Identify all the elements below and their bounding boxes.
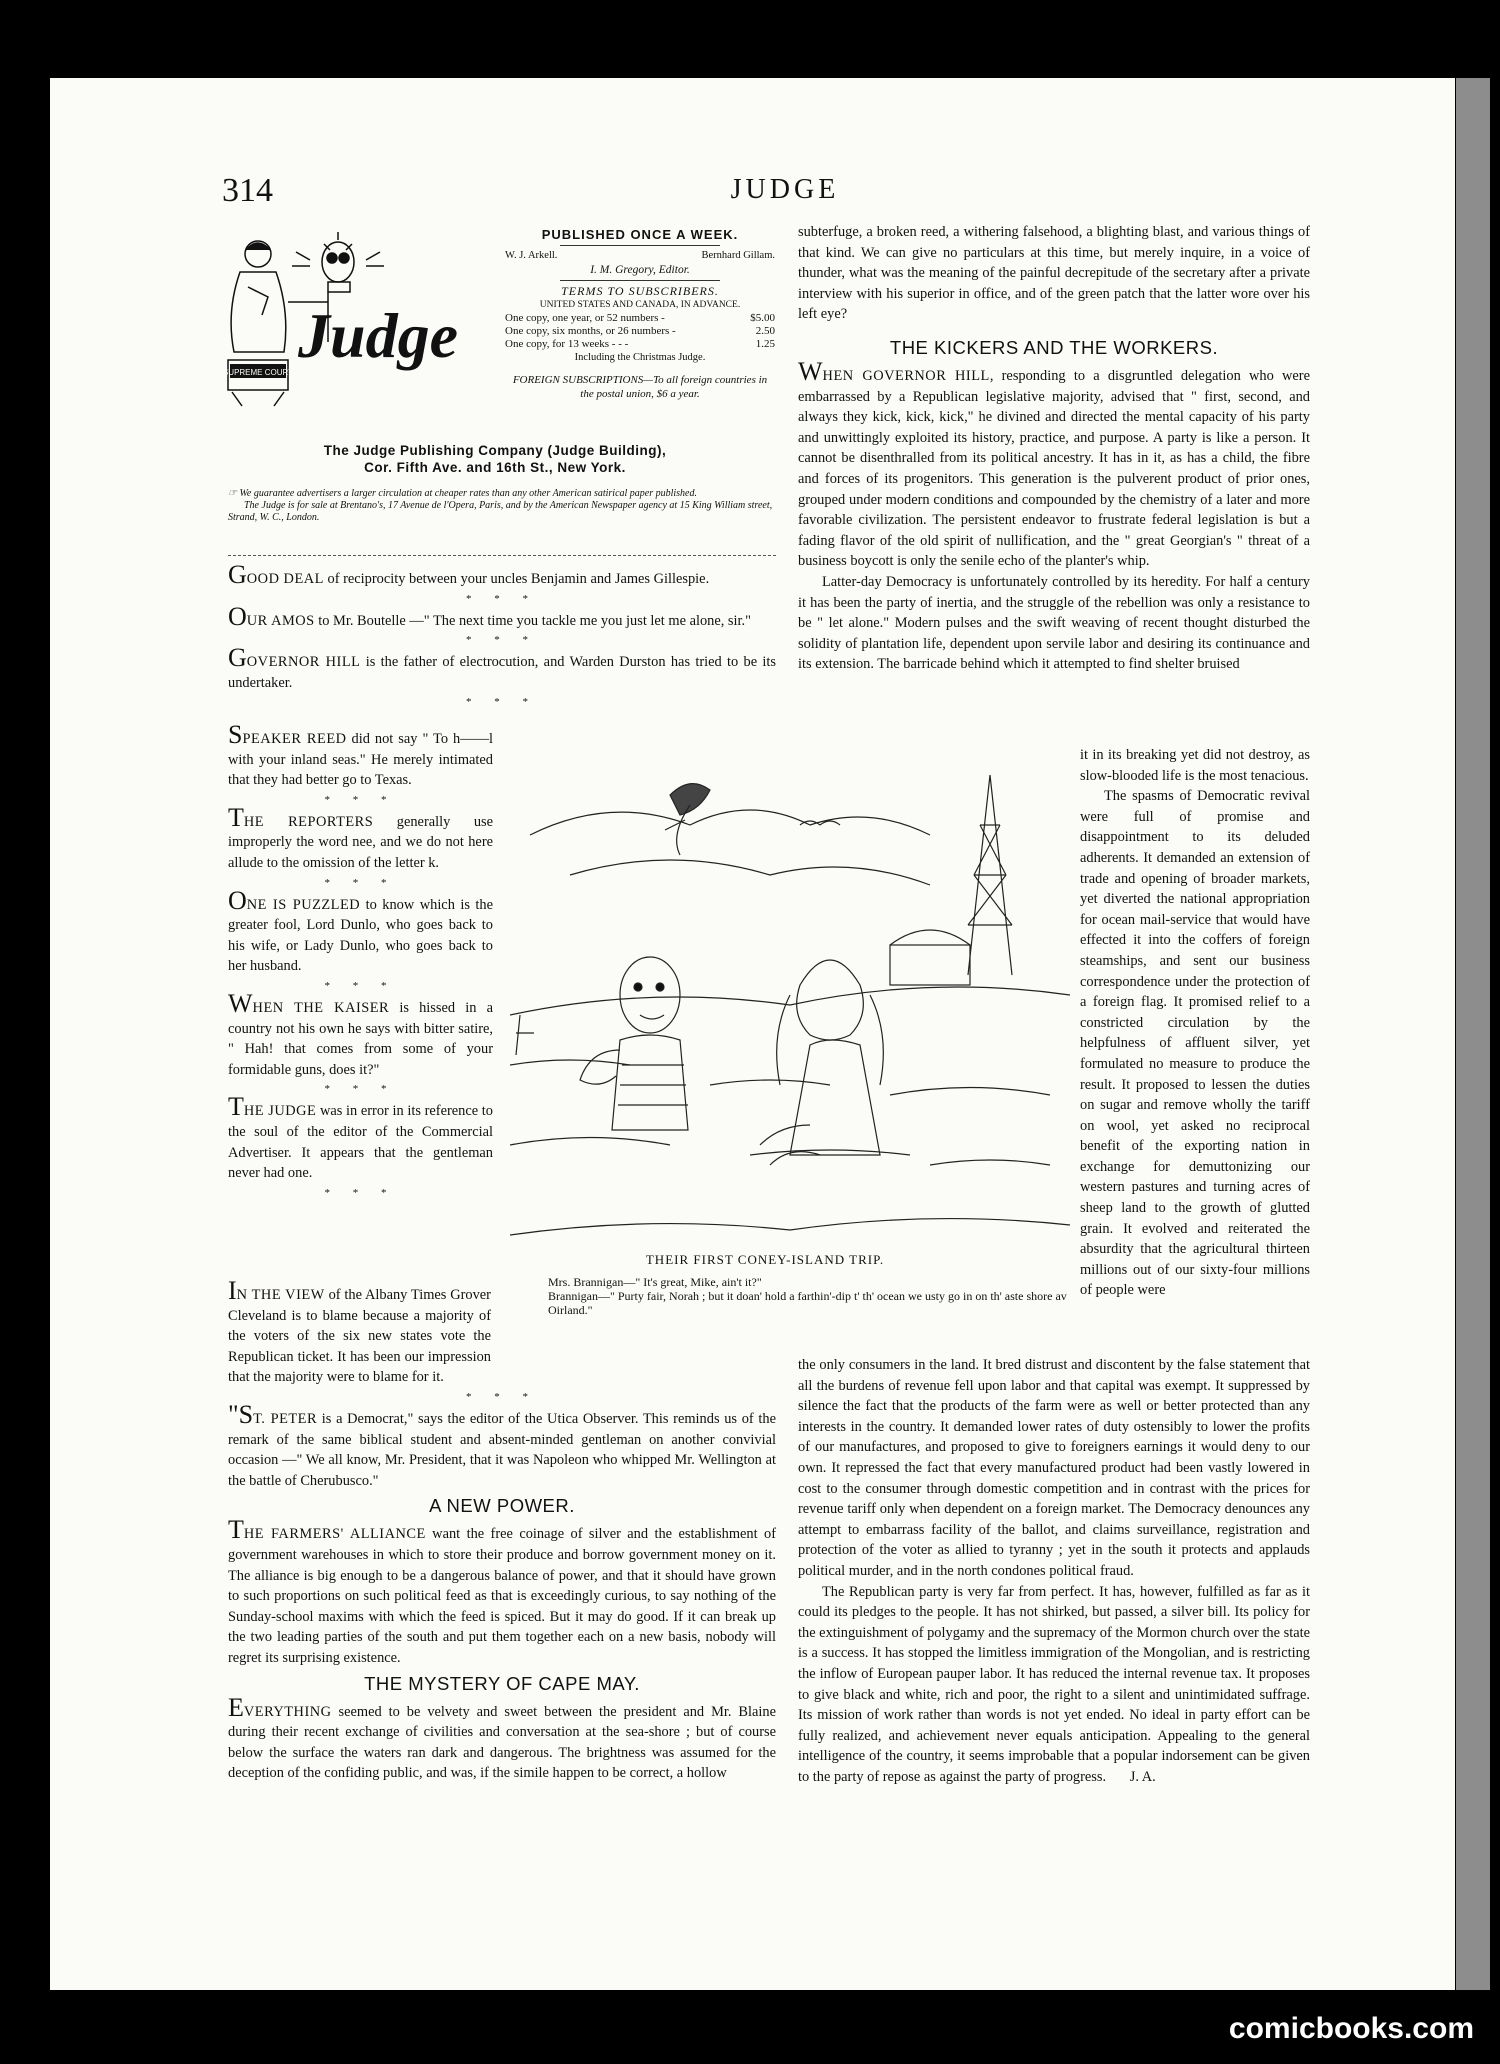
published-weekly: PUBLISHED ONCE A WEEK. xyxy=(541,227,739,242)
separator: * * * xyxy=(324,979,397,992)
paragraph: The Republican party is very far from perfect. It has, however, fulfilled as far as it could its pledges to the people. It has not shirked, but passed, a silver bill. Its policy for the extinguishment of polygamy and the supremacy of the Mormon church over the state is a success. It has stopped the limitless immigration of the Mongolian, and is restricting the inflow of European pauper labor. It has reduced the internal revenue tax. It proposes to give black and white, rich and poor, the right to a silent and unintimidated suffrage. Its mission of work rather than words is not yet ended. No ideal in party effort can be fully realized, and achievement never equals anticipation. Appealing to the general intelligence of the country, it seems improbable that a popular indorsement can be given to the party of repose as against the party of progress. J. A. xyxy=(798,1583,1310,1785)
heading-mystery-cape-may: THE MYSTERY OF CAPE MAY. xyxy=(364,1672,640,1694)
paragraph: "ST. PETER is a Democrat," says the editor of the Utica Observer. This reminds us of the remark of the same biblical student and absent-minded gentleman on another convivial occasion —" We all know, Mr. President, that it was Napoleon who whipped Mr. Wellington at the battle of Cherubusco." xyxy=(228,1399,776,1489)
separator: * * * xyxy=(466,592,538,605)
masthead-rule xyxy=(228,555,776,556)
paragraph: SPEAKER REED did not say " To h——l with your inland seas." He merely intimated that they had better go to Texas. xyxy=(228,720,494,789)
staff-right: Bernhard Gillam. xyxy=(701,250,775,261)
paragraph: The spasms of Democratic revival were full of promise and disappointment to its deluded adherents. It demanded an extension of trade and opening of broader markets, yet diverted the national appropriation for ocean mail-service that would have effected it into the coffers of foreign steamships, and sent our business correspondence under the protection of a foreign flag. It promised relief to a constricted circulation by the helpfulness of affluent silver, yet formulated no measure to produce the result. It proposed to lessen the duties on sugar and remove wholly the tariff on wool, yet asked no reciprocal benefit of the exporting nation in exchange for demuttonizing our western pastures and turning acres of sheep land to the growth of glutted grain. It evolved and reiterated the absurdity that the agricultural thirteen millions out of our sixty-four millions of people were xyxy=(1080,788,1310,1299)
left-column-lower xyxy=(228,1276,777,1784)
sub3-price: 1.25 xyxy=(755,338,775,350)
coney-island-cartoon xyxy=(510,765,1070,1237)
sale-note: The Judge is for sale at Brentano's, 17 Avenue de l'Opera, Paris, and by the American Newspaper agency at 15 King William street, Strand, W. C., London. xyxy=(228,500,773,523)
staff-left: W. J. Arkell. xyxy=(505,250,558,261)
paragraph: it in its breaking yet did not destroy, as slow-blooded life is the most tenacious. xyxy=(1080,747,1310,784)
sub2-label: One copy, six months, or 26 numbers - xyxy=(505,325,676,337)
paragraph: the only consumers in the land. It bred distrust and discontent by the false statement that all the burdens of revenue fell upon labor and that capital was exempt. It suppressed by silence the fact that the products of the farm were as well or better protected than any interests in the country. It demanded lower rates of duty ostensibly to lower the profits of our manufactures, and proposed to give to foreigners earnings it would deny to our own. It repressed the fact that every manufactured product had been vastly lowered in cost to the consumer through domestic competition and in contrast with the prices for revenue tariff only when dependent on a foreign market. The Democracy denounces any attempt to embarrass facility of the ballot, and claims surveillance, registration and protection of the voter as allied to tyranny ; yet in the south it protects and applauds political murder, and in the north condones political fraud. xyxy=(798,1357,1310,1579)
separator: * * * xyxy=(324,876,397,889)
terms-heading: TERMS TO SUBSCRIBERS. xyxy=(561,284,719,298)
separator: * * * xyxy=(466,1390,538,1403)
sub1-label: One copy, one year, or 52 numbers - xyxy=(505,312,665,324)
paragraph: WHEN THE KAISER is hissed in a country not his own he says with bitter satire, " Hah! that comes from some of your formidable guns, does it?" xyxy=(228,988,494,1078)
paragraph: IN THE VIEW of the Albany Times Grover Cleveland is to blame because a majority of the voters of the six new states vote the Republican ticket. It has been our impression that the majority were to blame for it. xyxy=(228,1276,491,1386)
watermark: comicbooks.com xyxy=(1228,2012,1474,2045)
separator: * * * xyxy=(466,634,538,647)
paragraph: subterfuge, a broken reed, a withering falsehood, a blighting blast, and various things of that kind. We can give no particulars at this time, but merely inquire, in a voice of thunder, what was the meaning of the painful decrepitude of the secretary after a private interview with his superior in office, and of the green patch that the latter wore over his left eye? xyxy=(798,224,1310,323)
publisher-street: Cor. Fifth Ave. and 16th St., New York. xyxy=(364,460,626,475)
paragraph: ONE IS PUZZLED to know which is the greater fool, Lord Dunlo, who goes back to his wife, or Lady Dunlo, who goes back to her husband. xyxy=(228,885,494,975)
cartoon-dialogue xyxy=(518,1275,1073,1317)
sub2-price: 2.50 xyxy=(755,325,775,337)
paragraph: Latter-day Democracy is unfortunately controlled by its heredity. For half a century it has been the party of inertia, and the struggle of the rebellion was only a resistance to be " let alone." Modern pulses and the swift weaving of recent thought disturbed the solidity of plantation life, dependent upon servile labor and desiring its continuance and its extension. The barricade behind which it attempted to find shelter bruised xyxy=(798,573,1310,673)
stool-label: SUPREME COURT xyxy=(222,368,294,377)
signature: J. A. xyxy=(1129,1768,1156,1785)
sub1-price: $5.00 xyxy=(750,312,775,324)
paragraph: THE FARMERS' ALLIANCE want the free coinage of silver and the establishment of government warehouses in which to store their produce and borrow government money on it. The alliance is big enough to be a dangerous balance of power, and that it should have grown to such proportions on such political feed as that is exceedingly curious, to say nothing of the Sunday-school maxims with which the feed is spiced. But it may do good. If it can break up the two leading parties of the south and put them together each on a new basis, nobody will regret its surprising existence. xyxy=(228,1515,777,1666)
next-page-edge xyxy=(1456,78,1490,1990)
masthead-logo xyxy=(218,232,508,412)
heading-kickers-workers: THE KICKERS AND THE WORKERS. xyxy=(889,336,1219,358)
notices xyxy=(228,488,776,524)
page-number: 314 xyxy=(222,172,273,209)
right-column-top xyxy=(798,222,1310,675)
paragraph: THE REPORTERS generally use improperly the word nee, and we do not here allude to the omission of the letter k. xyxy=(228,802,493,871)
separator: * * * xyxy=(466,696,538,709)
paragraph: WHEN GOVERNOR HILL, responding to a disgruntled delegation who were embarrassed by a Republican legislative majority, advised that " first, second, and always they kick, kick, kick," he divined and directed the mental capacity of his party and unwittingly exploited its history, practice, and purpose. A party is like a person. It cannot be disenthralled from its political ancestry. It has in it, as has a child, the fibre and forces of its progenitors. This generation is the pulverent product of prior ones, grouped under modern conditions and compounded by the chemistry of a later and more favorable civilization. The persistent endeavor to frustrate federal legislation is but a fading flavor of the old spirit of nullification, and the " great Georgian's " threat of a business boycott is only the senile echo of the planter's whip. xyxy=(798,356,1310,570)
publication-info xyxy=(505,228,775,401)
right-column-narrow xyxy=(1080,745,1310,1301)
terms-region: UNITED STATES AND CANADA, IN ADVANCE. xyxy=(539,300,741,310)
separator: * * * xyxy=(324,793,397,806)
paragraph: THE JUDGE was in error in its reference to the soul of the editor of the Commercial Advertiser. It appears that the gentleman never had one. xyxy=(228,1092,493,1182)
foreign-subs: FOREIGN SUBSCRIPTIONS—To all foreign countries in the postal union, $6 a year. xyxy=(512,374,768,400)
guarantee-note: ☞ We guarantee advertisers a larger circulation at cheaper rates than any other American satirical paper published. xyxy=(228,488,697,499)
dialogue-line-1: Mrs. Brannigan—" It's great, Mike, ain't it?" xyxy=(548,1275,762,1289)
publisher-address xyxy=(215,442,775,476)
right-column-lower xyxy=(798,1355,1310,1787)
separator: * * * xyxy=(324,1083,397,1096)
paragraph: GOOD DEAL of reciprocity between your uncles Benjamin and James Gillespie. xyxy=(228,560,710,589)
paragraph: OUR AMOS to Mr. Boutelle —" The next time you tackle me you just let me alone, sir." xyxy=(228,601,751,631)
cartoon-caption: THEIR FIRST CONEY-ISLAND TRIP. xyxy=(645,1252,885,1267)
separator: * * * xyxy=(324,1186,397,1199)
sub3-label: One copy, for 13 weeks - - - xyxy=(505,338,629,350)
paragraph: EVERYTHING seemed to be velvety and sweet between the president and Mr. Blaine during their recent exchange of civilities and conversation at the sea-shore ; but of course below the surface the waters ran dark and dangerous. The brightness was assumed for the deception of the confiding public, and was, if the simile happen to be correct, a hollow xyxy=(228,1692,776,1782)
sub-includes: Including the Christmas Judge. xyxy=(574,352,706,363)
logo-wordmark: Judge xyxy=(298,300,458,371)
left-column-narrow xyxy=(228,720,494,1202)
running-title: JUDGE xyxy=(730,174,840,205)
paragraph: GOVERNOR HILL is the father of electrocution, and Warden Durston has tried to be its undertaker. xyxy=(228,643,777,691)
editor-line: I. M. Gregory, Editor. xyxy=(590,264,690,276)
heading-new-power: A NEW POWER. xyxy=(429,1495,575,1517)
left-column-top xyxy=(228,560,777,711)
dialogue-line-2: Brannigan—" Purty fair, Norah ; but it doan' hold a farthin'-dip t' th' ocean we usty go in on th' aste shore av Oirland." xyxy=(548,1289,1067,1317)
publisher-name: The Judge Publishing Company (Judge Building), xyxy=(323,443,667,458)
